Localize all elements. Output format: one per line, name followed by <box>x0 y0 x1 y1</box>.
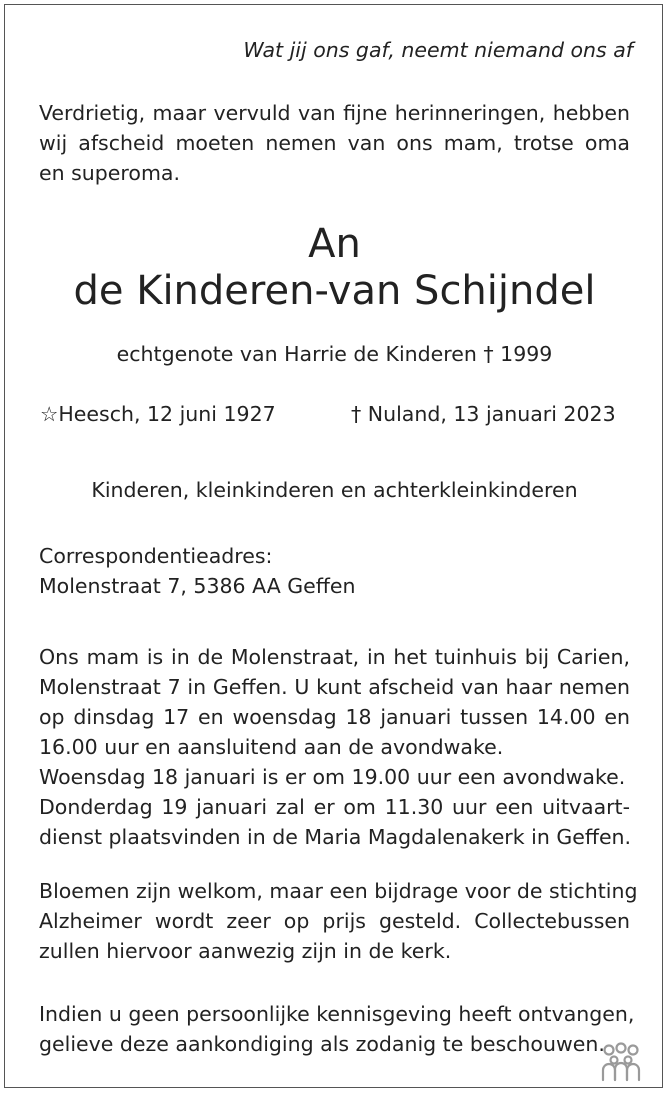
arrangements-line: 16.00 uur en aansluitend aan de avondwake. <box>39 735 504 759</box>
notice-line: gelieve deze aankondiging als zodanig te beschouwen. <box>39 1032 605 1056</box>
spouse-line: echtgenote van Harrie de Kinderen † 1999 <box>116 342 553 366</box>
flowers-paragraph <box>39 876 638 966</box>
arrangements-line: Woensdag 18 januari is er om 19.00 uur een avondwake. <box>39 765 626 789</box>
arrangements-line: Donderdag 19 januari zal er om 11.30 uur een uitvaart- <box>39 795 630 819</box>
death-info: † Nuland, 13 januari 2023 <box>351 402 616 426</box>
arrangements-line: dienst plaatsvinden in de Maria Magdalenakerk in Geffen. <box>39 825 632 849</box>
flowers-line: Bloemen zijn welkom, maar een bijdrage voor de stichting <box>39 879 638 903</box>
correspondence-label: Correspondentieadres: <box>39 544 273 568</box>
deceased-first-name: An <box>308 221 361 267</box>
arrangements-paragraph <box>39 642 630 852</box>
people-group-logo-icon <box>595 1040 647 1084</box>
family-signature: Kinderen, kleinkinderen en achterkleinkinderen <box>91 478 578 502</box>
flowers-line: Alzheimer wordt zeer op prijs gesteld. Collectebussen <box>39 909 630 933</box>
notice-line: Indien u geen persoonlijke kennisgeving heeft ontvangen, <box>39 1002 635 1026</box>
birth-info: ☆Heesch, 12 juni 1927 <box>40 402 276 426</box>
intro-line: wij afscheid moeten nemen van ons mam, trotse oma <box>39 131 630 155</box>
people-group-logo-icon <box>595 1040 647 1084</box>
arrangements-line: op dinsdag 17 en woensdag 18 januari tussen 14.00 en <box>39 705 630 729</box>
intro-line: Verdrietig, maar vervuld van fijne herinneringen, hebben <box>39 101 630 125</box>
notice-paragraph <box>39 999 635 1059</box>
intro-line: en superoma. <box>39 161 180 185</box>
intro-paragraph <box>39 98 630 188</box>
deceased-full-name: de Kinderen-van Schijndel <box>73 268 596 314</box>
motto: Wat jij ons gaf, neemt niemand ons af <box>243 38 633 62</box>
arrangements-line: Ons mam is in de Molenstraat, in het tuinhuis bij Carien, <box>39 645 630 669</box>
arrangements-line: Molenstraat 7 in Geffen. U kunt afscheid van haar nemen <box>39 675 630 699</box>
correspondence-address: Molenstraat 7, 5386 AA Geffen <box>39 574 356 598</box>
flowers-line: zullen hiervoor aanwezig zijn in de kerk. <box>39 939 452 963</box>
correspondence-block <box>39 541 630 601</box>
